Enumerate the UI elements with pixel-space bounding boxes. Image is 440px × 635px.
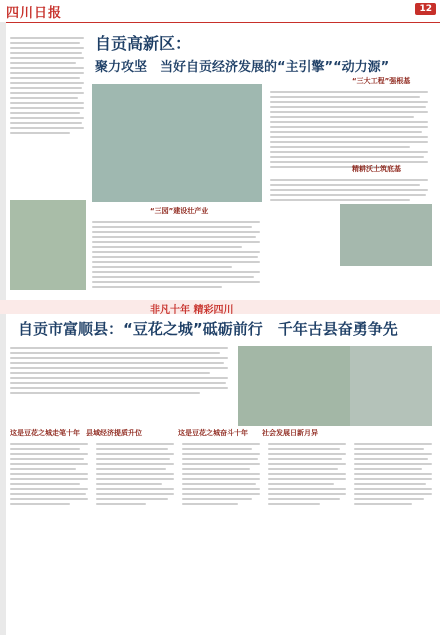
section-heading: “三园”建设壮产业 [150, 207, 209, 215]
masthead-bar [0, 0, 440, 23]
paper-logo: 四川日报 [6, 6, 63, 21]
article2-column-2 [96, 440, 176, 505]
article2-column-4 [268, 440, 348, 505]
section-heading: 这是豆花之城走笔十年 [10, 429, 80, 437]
section-heading: 精耕沃土筑底基 [352, 165, 401, 173]
section-heading: “三大工程”强根基 [352, 77, 411, 85]
series-banner-text: 非凡十年 精彩四川 [150, 305, 234, 316]
article2-photo-2 [350, 346, 432, 426]
section-heading: 县域经济提质升位 [86, 429, 142, 437]
section-heading: 社会发展日新月异 [262, 429, 318, 437]
article2-photo [238, 346, 350, 426]
article1-photo-right [340, 204, 432, 266]
article2-title: 自贡市富顺县：“豆花之城”砥砺前行 千年古县奋勇争先 [18, 320, 398, 338]
page-number: 12 [415, 3, 436, 15]
article1-right-column [270, 88, 430, 168]
article1-mid-column [92, 218, 262, 288]
article1-photo-main [92, 84, 262, 202]
section-heading: 这是豆花之城奋斗十年 [178, 429, 248, 437]
article2-column-3 [182, 440, 262, 505]
article2-column-5 [354, 440, 434, 505]
page-fold [0, 22, 6, 635]
article2-intro-column [10, 344, 230, 394]
article1-photo-small [10, 200, 86, 290]
article1-title-line1: 自贡高新区： [95, 34, 192, 53]
article1-left-column [10, 34, 86, 134]
article1-right-column-2 [270, 176, 430, 201]
article2-column-1 [10, 440, 90, 505]
article1-title-line2: 聚力攻坚 当好自贡经济发展的“主引擎”“动力源” [95, 60, 390, 75]
